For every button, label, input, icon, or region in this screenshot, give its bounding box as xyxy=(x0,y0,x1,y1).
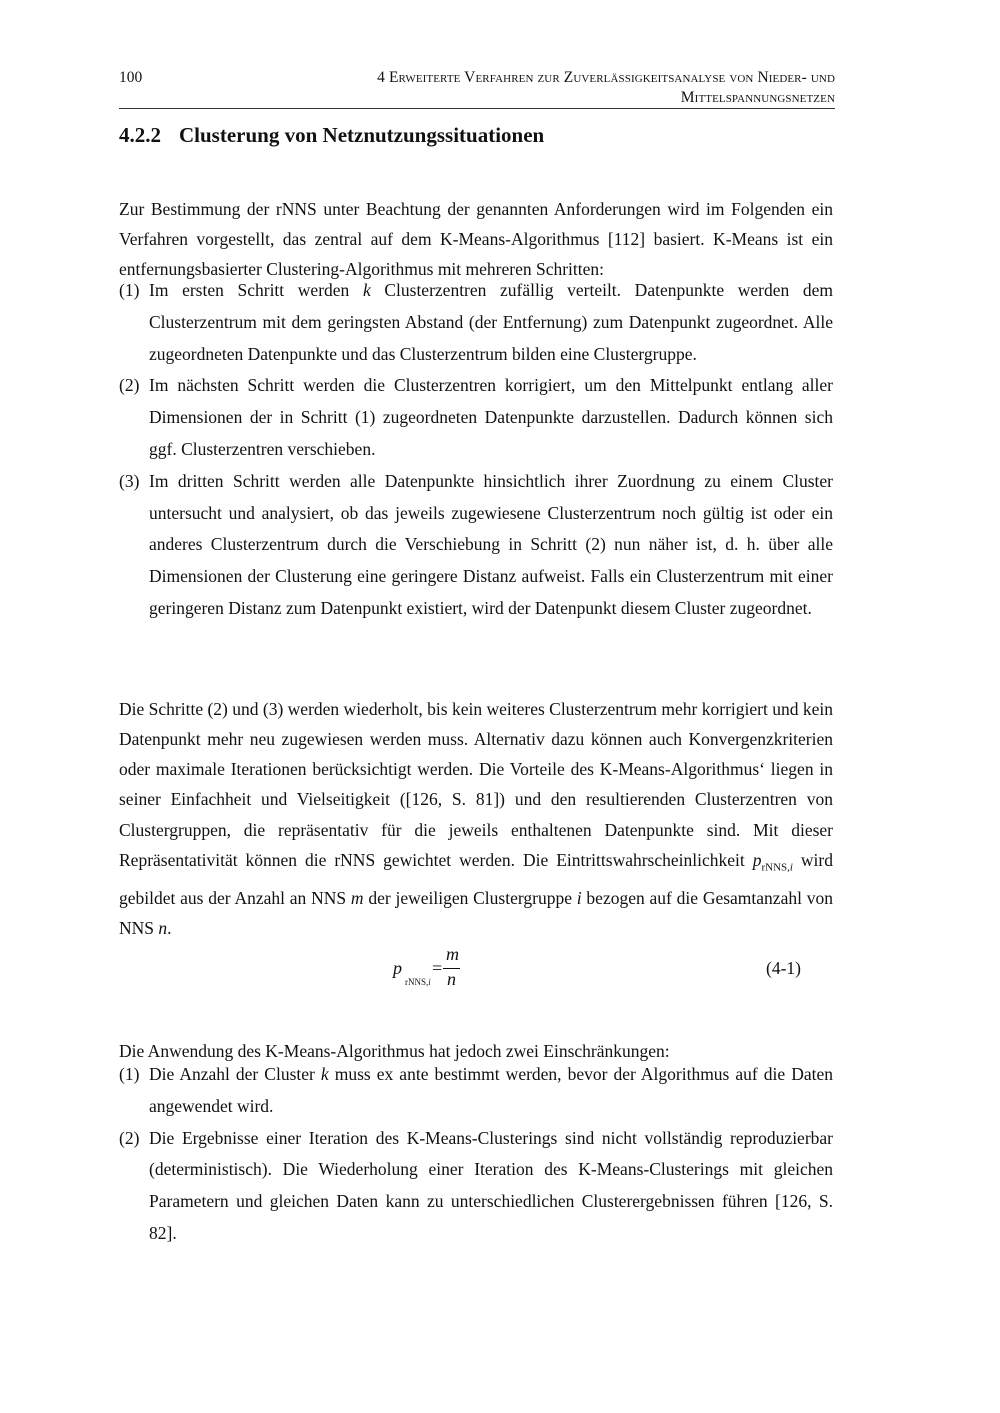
intro-paragraph: Zur Bestimmung der rNNS unter Beachtung der genannten Anforderungen wird im Folgenden ein Verfahren vorgestellt, das zentral auf dem K-Means-Algorithmus [112] basiert. K-Means ist ein entfernungsbasierter Clustering-Algorithmus mit mehreren Schritten: xyxy=(119,198,833,279)
running-title-line-1: 4 Erweiterte Verfahren zur Zuverlässigkeitsanalyse von Nieder- und xyxy=(377,69,835,86)
running-title xyxy=(377,68,835,108)
list-item-number: (3) xyxy=(119,470,140,491)
page-number: 100 xyxy=(119,69,143,86)
section-heading xyxy=(119,123,544,148)
list-item-number: (2) xyxy=(119,375,140,396)
kmeans-steps-list xyxy=(119,275,833,625)
list-item: (3) Im dritten Schritt werden alle Datenpunkte hinsichtlich ihrer Zuordnung zu einem Cluster untersucht und analysiert, ob das jeweils zugewiesene Clusterzentrum noch gültig ist oder ein anderes Clusterzentrum durch die Verschiebung in Schritt (2) nun näher ist, d. h. über alle Dimensionen der Clusterung eine geringere Distanz aufweist. Falls ein Clusterzentrum mit einer geringeren Distanz zum Datenpunkt existiert, wird der Datenpunkt diesem Cluster zugeordnet. xyxy=(119,466,833,625)
list-item-number: (1) xyxy=(119,1064,140,1084)
page-header xyxy=(119,68,835,109)
equation-label: (4-1) xyxy=(766,958,801,978)
list-item: (2) Im nächsten Schritt werden die Clusterzentren korrigiert, um den Mittelpunkt entlang aller Dimensionen der in Schritt (1) zugeordneten Datenpunkte darzustellen. Dadurch können sich ggf. Clusterzentren verschieben. xyxy=(119,370,833,465)
limitations-list xyxy=(119,1059,833,1250)
running-title-line-2: Mittelspannungsnetzen xyxy=(680,89,835,106)
list-item: (2) Die Ergebnisse einer Iteration des K-Means-Clusterings sind nicht vollständig reproduzierbar (deterministisch). Die Wiederholung einer Iteration des K-Means-Clusterings mit gleichen Parametern und gleichen Daten kann zu unterschiedlichen Clusterergebnissen führen [126, S. 82]. xyxy=(119,1123,833,1250)
list-item-number: (1) xyxy=(119,280,140,300)
equation-lhs: p xyxy=(393,958,402,978)
equation-equals: = xyxy=(432,958,443,978)
list-item: (1) Im ersten Schritt werden k Clusterzentren zufällig verteilt. Datenpunkte werden dem Clusterzentrum mit dem geringsten Abstand (der Entfernung) zum Datenpunkt zugeordnet. Alle zugeordneten Datenpunkte und das Clusterzentrum bilden eine Clustergruppe. xyxy=(119,275,833,370)
limitations-intro: Die Anwendung des K-Means-Algorithmus hat jedoch zwei Einschränkungen: xyxy=(119,1040,670,1061)
list-item-number: (2) xyxy=(119,1127,140,1148)
list-item: (1) Die Anzahl der Cluster k muss ex ante bestimmt werden, bevor der Algorithmus auf die Daten angewendet wird. xyxy=(119,1059,833,1123)
body-paragraph: Die Schritte (2) und (3) werden wiederholt, bis kein weiteres Clusterzentrum mehr korrigiert und kein Datenpunkt mehr neu zugewiesen werden muss. Alternativ dazu können auch Konvergenzkriterien oder maximale Iterationen berücksichtigt werden. Die Vorteile des K-Means-Algorithmus‘ liegen in seiner Einfachheit und Vielseitigkeit ([126, S. 81]) und den resultierenden Clusterzentren von Clustergruppen, die repräsentativ für die jeweils enthaltenen Datenpunkte sind. Mit dieser Repräsentativität können die rNNS gewichtet werden. Die Eintrittswahrscheinlichkeit $p_{rNNS,i}$ wird gebildet aus der Anzahl an NNS m der jeweiligen Clustergruppe i bezogen auf die Gesamtanzahl von NNS n. xyxy=(119,698,833,939)
equation-denominator: n xyxy=(447,969,456,989)
equation-lhs-subscript: rNNS,i xyxy=(405,977,431,987)
equation-4-1 xyxy=(393,944,473,992)
section-title: Clusterung von Netznutzungssituationen xyxy=(179,123,545,147)
section-number: 4.2.2 xyxy=(119,123,161,147)
equation-numerator: m xyxy=(446,944,459,964)
variable-k: k xyxy=(320,1064,329,1084)
variable-k: k xyxy=(362,280,371,300)
